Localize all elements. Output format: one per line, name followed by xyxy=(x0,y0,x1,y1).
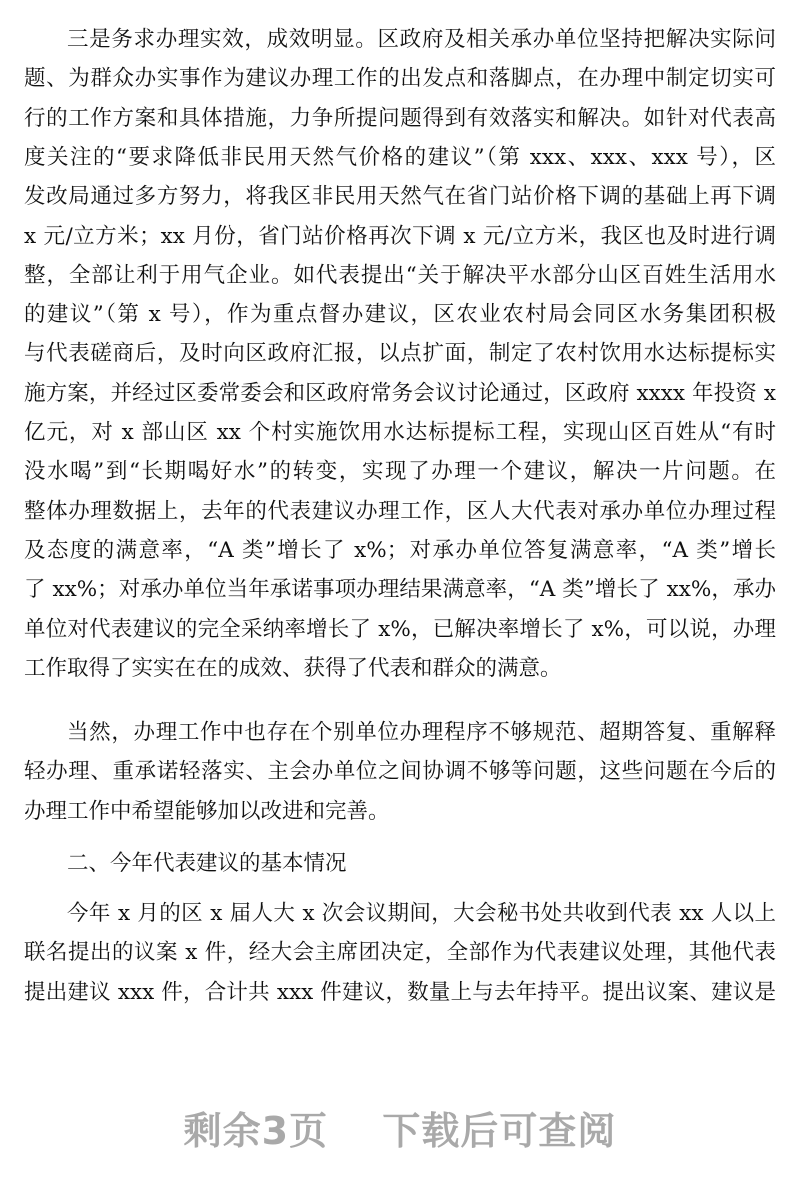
section-heading: 二、今年代表建议的基本情况 xyxy=(67,851,347,876)
paragraph-line: 度关注的“要求降低非民用天然气价格的建议”（第 xxx、xxx、xxx 号），区 xyxy=(24,144,776,170)
download-to-view-text[interactable]: 下载后可查阅 xyxy=(382,1109,617,1153)
paragraph-line: 办理工作中希望能够加以改进和完善。 xyxy=(24,798,390,824)
paragraph-line: 三是务求办理实效，成效明显。区政府及相关承办单位坚持把解决实际问 xyxy=(67,27,776,52)
remaining-pages-text: 剩余3页 xyxy=(183,1109,329,1153)
paragraph-line: 单位对代表建议的完全采纳率增长了 x%，已解决率增长了 x%，可以说，办理 xyxy=(24,616,776,642)
paragraph-line: 整体办理数据上，去年的代表建议办理工作，区人大代表对承办单位办理过程 xyxy=(24,498,776,524)
paragraph-line: 当然，办理工作中也存在个别单位办理程序不够规范、超期答复、重解释 xyxy=(67,720,776,745)
paragraph-line: 没水喝”到“长期喝好水”的转变，实现了办理一个建议，解决一片问题。在 xyxy=(24,459,776,485)
paragraph-line: 联名提出的议案 x 件，经大会主席团决定，全部作为代表建议处理，其他代表 xyxy=(24,940,776,966)
paragraph-line: 轻办理、重承诺轻落实、主会办单位之间协调不够等问题，这些问题在今后的 xyxy=(24,759,776,785)
paragraph-line: x 元/立方米；xx 月份，省门站价格再次下调 x 元/立方米，我区也及时进行调 xyxy=(24,223,776,249)
preview-limit-banner xyxy=(0,1100,800,1155)
paragraph-line: 发改局通过多方努力，将我区非民用天然气在省门站价格下调的基础上再下调 xyxy=(24,184,776,210)
paragraph-line: 题、为群众办实事作为建议办理工作的出发点和落脚点，在办理中制定切实可 xyxy=(24,66,776,92)
paragraph-line: 行的工作方案和具体措施，力争所提问题得到有效落实和解决。如针对代表高 xyxy=(24,105,776,131)
paragraph-line: 及态度的满意率，“A 类”增长了 x%；对承办单位答复满意率，“A 类”增长 xyxy=(24,537,776,563)
paragraph-line: 提出建议 xxx 件，合计共 xxx 件建议，数量上与去年持平。提出议案、建议是 xyxy=(24,979,776,1005)
paragraph-line: 工作取得了实实在在的成效、获得了代表和群众的满意。 xyxy=(24,655,562,681)
paragraph-line: 今年 x 月的区 x 届人大 x 次会议期间，大会秘书处共收到代表 xx 人以上 xyxy=(67,901,776,926)
paragraph-line: 了 xx%；对承办单位当年承诺事项办理结果满意率，“A 类”增长了 xx%，承办 xyxy=(24,577,776,603)
paragraph-line: 整，全部让利于用气企业。如代表提出“关于解决平水部分山区百姓生活用水 xyxy=(24,262,776,288)
paragraph-line: 亿元，对 x 部山区 xx 个村实施饮用水达标提标工程，实现山区百姓从“有时 xyxy=(24,420,776,445)
paragraph-line: 与代表磋商后，及时向区政府汇报，以点扩面，制定了农村饮用水达标提标实 xyxy=(24,341,776,367)
paragraph-line: 施方案，并经过区委常委会和区政府常务会议讨论通过，区政府 xxxx 年投资 x xyxy=(24,380,776,406)
paragraph-line: 的建议”（第 x 号），作为重点督办建议，区农业农村局会同区水务集团积极 xyxy=(24,302,776,328)
